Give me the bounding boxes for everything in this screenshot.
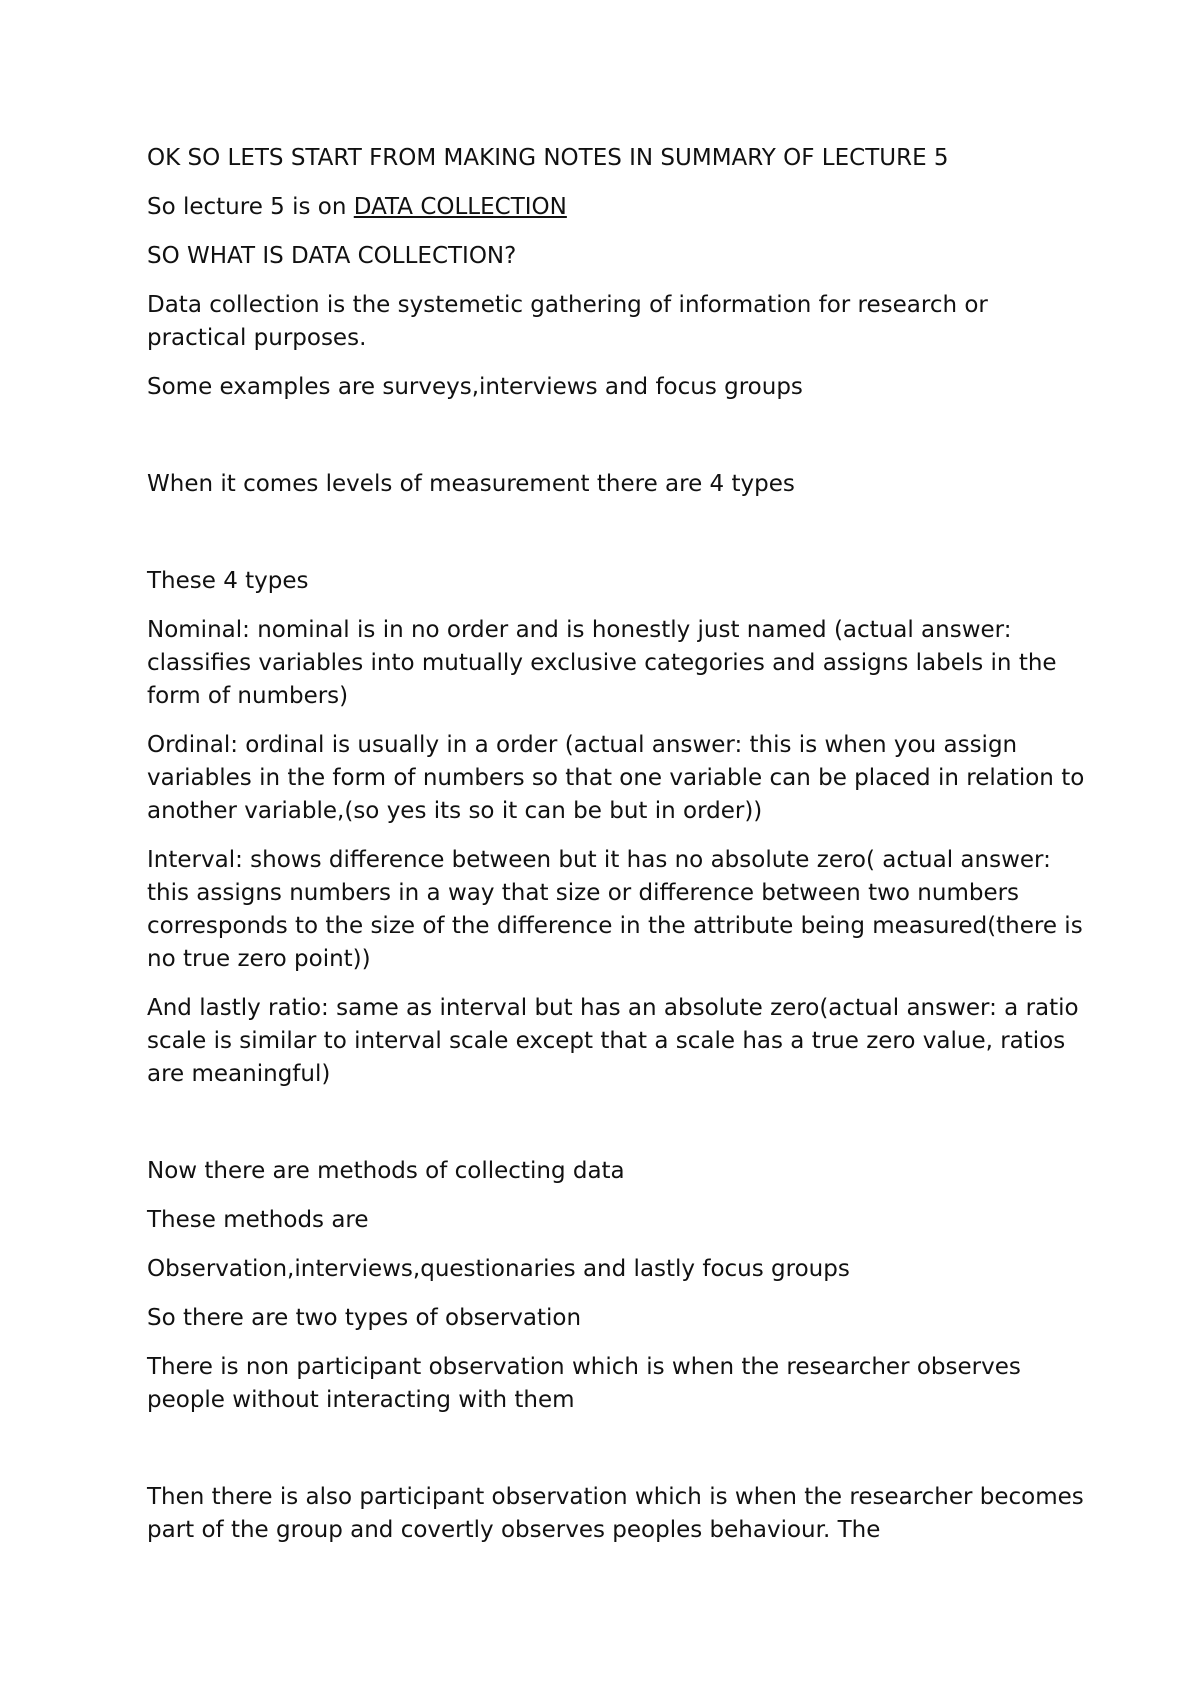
document-body [147,142,1087,1563]
examples-line: Some examples are surveys,interviews and focus groups [147,374,803,400]
interval-paragraph: Interval: shows difference between but it has no absolute zero( actual answer: this assigns numbers in a way that size or difference between two numbers corresponds to the size of the difference in the attribute being measured(there is no true zero point)) [147,847,1083,972]
question-line: SO WHAT IS DATA COLLECTION? [147,243,517,269]
participant-paragraph: Then there is also participant observation which is when the researcher becomes part of the group and covertly observes peoples behaviour. The [147,1484,1084,1543]
methods-are-line: These methods are [147,1207,369,1233]
observation-types-line: So there are two types of observation [147,1305,582,1331]
lecture-line [147,191,1087,224]
notes-heading: OK SO LETS START FROM MAKING NOTES IN SUMMARY OF LECTURE 5 [147,145,949,171]
definition-paragraph: Data collection is the systemetic gathering of information for research or practical purposes. [147,292,988,351]
lecture-topic: DATA COLLECTION [353,194,567,220]
levels-intro-line: When it comes levels of measurement there are 4 types [147,471,795,497]
methods-intro-line: Now there are methods of collecting data [147,1158,625,1184]
non-participant-paragraph: There is non participant observation which is when the researcher observes people without interacting with them [147,1354,1021,1413]
nominal-paragraph: Nominal: nominal is in no order and is honestly just named (actual answer: classifies variables into mutually exclusive categories and assigns labels in the form of numbers) [147,617,1057,709]
ordinal-paragraph: Ordinal: ordinal is usually in a order (actual answer: this is when you assign variables in the form of numbers so that one variable can be placed in relation to another variable,(so yes its so it can be but in order)) [147,732,1085,824]
methods-list-line: Observation,interviews,questionaries and lastly focus groups [147,1256,850,1282]
lecture-intro-text: So lecture 5 is on [147,194,354,220]
types-intro-line: These 4 types [147,568,309,594]
ratio-paragraph: And lastly ratio: same as interval but has an absolute zero(actual answer: a ratio scale is similar to interval scale except that a scale has a true zero value, ratios are meaningful) [147,995,1079,1087]
